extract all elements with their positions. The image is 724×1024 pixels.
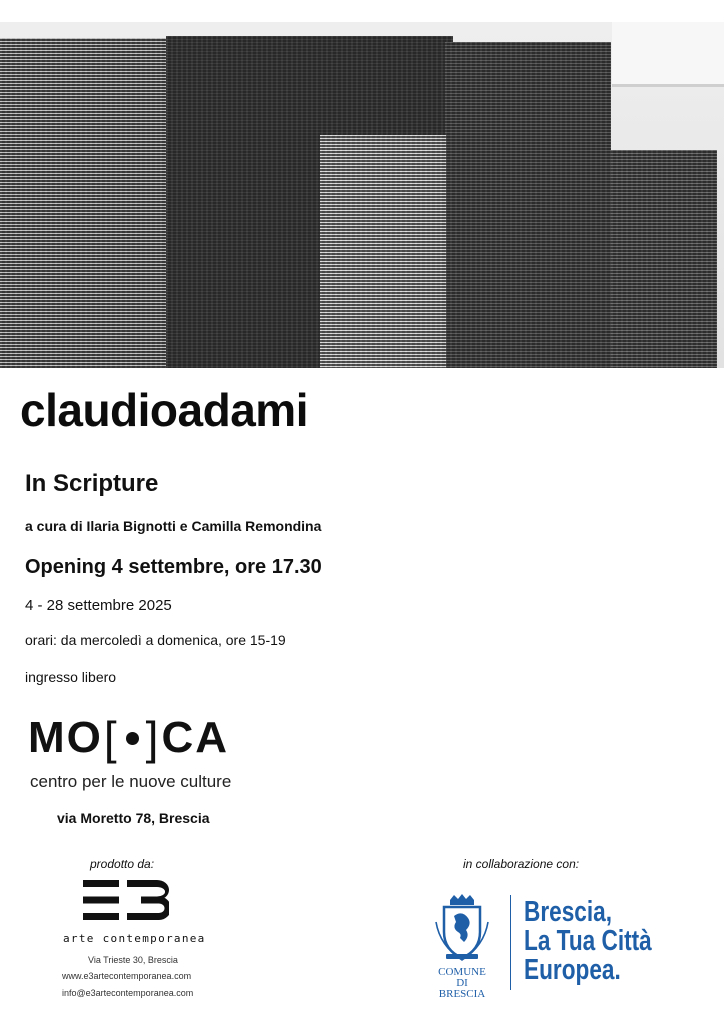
wall-shelf	[612, 22, 724, 87]
opening-info: Opening 4 settembre, ore 17.30	[25, 556, 322, 578]
artwork-panel-small	[611, 150, 717, 368]
entry-info: ingresso libero	[25, 669, 117, 685]
collaboration-label: in collaborazione con:	[463, 857, 580, 871]
venue-subtitle: centro per le nuove culture	[30, 772, 232, 791]
e3-logo	[83, 880, 169, 920]
moca-logo-left: MO	[28, 713, 103, 762]
comune-line-1: COMUNE DI	[438, 966, 486, 989]
moca-logo-right: CA	[161, 713, 230, 762]
dot-icon	[126, 732, 139, 745]
bracket-open-icon: [	[103, 712, 119, 764]
brescia-campaign-logo	[524, 898, 652, 985]
artwork-panel-light	[320, 135, 446, 368]
producer-logo-subtitle: arte contemporanea	[63, 932, 206, 945]
exhibition-dates: 4 - 28 settembre 2025	[25, 597, 172, 614]
producer-website[interactable]: www.e3artecontemporanea.com	[62, 971, 192, 981]
producer-address: Via Trieste 30, Brescia	[88, 955, 178, 965]
producer-label: prodotto da:	[90, 857, 155, 871]
campaign-line-1: Brescia,	[524, 896, 613, 928]
comune-name	[432, 967, 492, 1000]
artist-name: claudioadami	[20, 384, 308, 436]
artwork-image	[0, 22, 724, 368]
logo-divider	[510, 895, 511, 990]
artwork-panel-right	[445, 42, 611, 368]
curators: a cura di Ilaria Bignotti e Camilla Remondina	[25, 518, 322, 534]
comune-crest-icon	[432, 894, 492, 964]
exhibition-title: In Scripture	[25, 470, 159, 497]
bracket-close-icon: ]	[145, 712, 161, 764]
campaign-line-2: La Tua Città	[524, 925, 652, 957]
campaign-line-3: Europea.	[524, 954, 621, 986]
moca-logo	[28, 714, 229, 762]
opening-hours: orari: da mercoledì a domenica, ore 15-19	[25, 632, 286, 648]
producer-email[interactable]: info@e3artecontemporanea.com	[62, 988, 194, 998]
artwork-panel-left	[0, 38, 166, 368]
comune-line-2: BRESCIA	[438, 988, 486, 1000]
venue-address: via Moretto 78, Brescia	[57, 810, 210, 826]
